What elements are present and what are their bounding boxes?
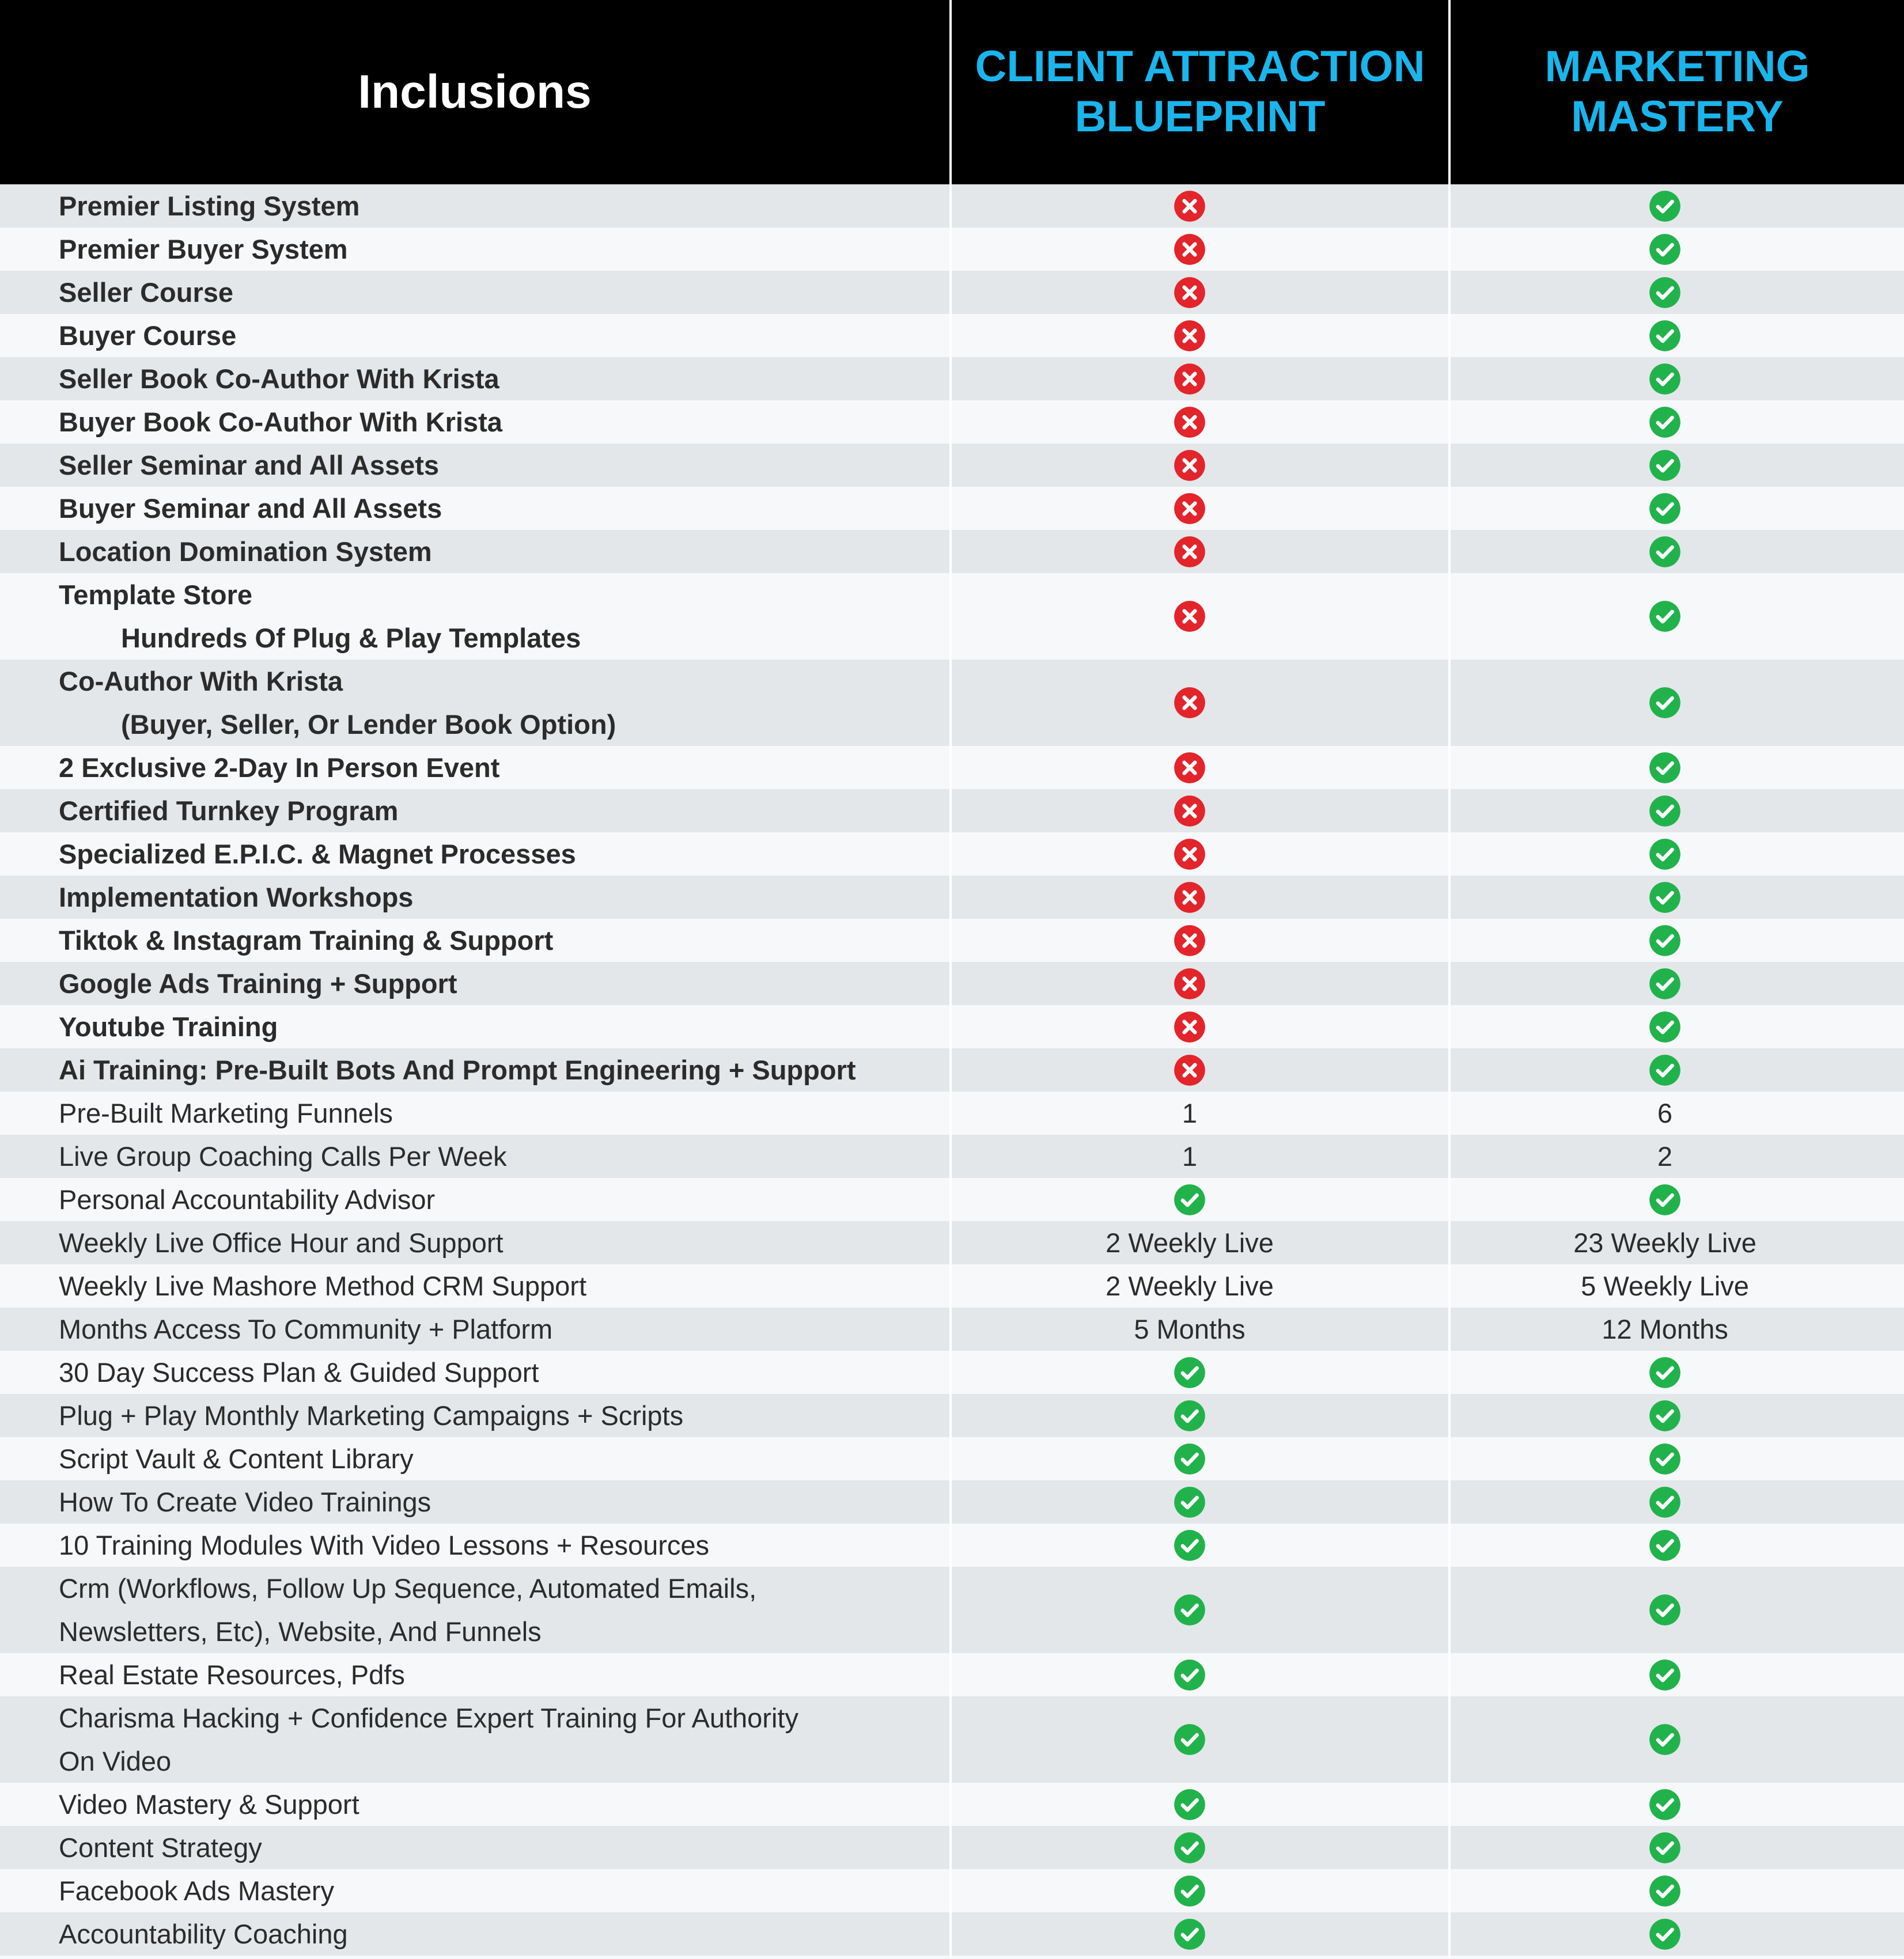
- value-text: 5 Weekly Live: [1581, 1271, 1749, 1301]
- marketing-mastery-value: [1451, 1480, 1879, 1524]
- check-icon: [1174, 1832, 1206, 1864]
- inclusion-title: Premier Listing System: [59, 191, 360, 221]
- table-row: [0, 1308, 1904, 1351]
- client-attraction-value: [952, 1567, 1428, 1653]
- inclusion-title: Seller Course: [59, 277, 234, 308]
- check-icon: [1649, 536, 1681, 568]
- inclusion-title: Buyer Course: [59, 320, 237, 351]
- inclusion-title: Weekly Live Mashore Method CRM Support: [59, 1271, 587, 1301]
- table-row: [0, 962, 1904, 1005]
- table-row: [0, 1437, 1904, 1480]
- client-attraction-value: [952, 919, 1428, 962]
- inclusion-label: [59, 444, 439, 487]
- inclusion-label: [59, 1264, 586, 1308]
- inclusion-label: [59, 1480, 431, 1524]
- value-text: 1: [1182, 1141, 1198, 1172]
- check-icon: [1649, 924, 1681, 957]
- inclusion-title: Youtube Training: [59, 1011, 278, 1042]
- cross-icon: [1174, 600, 1206, 632]
- table-row: [0, 1048, 1904, 1092]
- inclusion-label: [59, 1524, 709, 1567]
- inclusion-title: Google Ads Training + Support: [59, 968, 457, 999]
- inclusion-title: Weekly Live Office Hour and Support: [59, 1227, 504, 1258]
- client-attraction-value: [952, 487, 1428, 530]
- marketing-mastery-value: [1451, 1221, 1879, 1264]
- table-row: [0, 573, 1904, 660]
- check-icon: [1649, 838, 1681, 870]
- inclusion-title: Specialized E.P.I.C. & Magnet Processes: [59, 839, 576, 869]
- check-icon: [1649, 233, 1681, 266]
- inclusion-title: Content Strategy: [59, 1832, 262, 1863]
- inclusion-label: [59, 1221, 504, 1264]
- marketing-mastery-value: [1451, 789, 1879, 832]
- value-text: 5 Months: [1134, 1314, 1246, 1344]
- client-attraction-value: [952, 1480, 1428, 1524]
- table-row: [0, 228, 1904, 271]
- marketing-mastery-value: [1451, 919, 1879, 962]
- check-icon: [1649, 363, 1681, 395]
- check-icon: [1174, 1443, 1206, 1475]
- inclusion-label: [59, 1696, 798, 1783]
- check-icon: [1649, 1594, 1681, 1626]
- inclusion-detail: On Video: [59, 1746, 172, 1776]
- column-divider: [949, 0, 952, 1959]
- client-attraction-value: [952, 271, 1428, 314]
- inclusion-label: [59, 1826, 262, 1869]
- client-attraction-value: [952, 1178, 1428, 1221]
- inclusion-label: [59, 1135, 507, 1178]
- table-row: [0, 444, 1904, 487]
- value-text: 2 Weekly Live: [1106, 1227, 1274, 1258]
- table-row: [0, 746, 1904, 789]
- client-attraction-value: [952, 1005, 1428, 1048]
- inclusion-title: Seller Seminar and All Assets: [59, 450, 440, 480]
- value-text: 2: [1657, 1141, 1673, 1172]
- client-attraction-value: [952, 184, 1428, 228]
- inclusion-title: Template Store: [59, 579, 253, 610]
- check-icon: [1649, 1184, 1681, 1216]
- inclusion-label: [59, 357, 499, 400]
- inclusion-label: [59, 1308, 552, 1351]
- table-row: [0, 487, 1904, 530]
- check-icon: [1649, 406, 1681, 438]
- table-row: [0, 1264, 1904, 1308]
- cross-icon: [1174, 752, 1206, 784]
- table-row: [0, 184, 1904, 228]
- check-icon: [1649, 1400, 1681, 1432]
- marketing-mastery-value: [1451, 1394, 1879, 1437]
- client-attraction-value: [952, 789, 1428, 832]
- inclusion-label: [59, 271, 233, 314]
- client-attraction-value: [952, 530, 1428, 573]
- check-icon: [1649, 1875, 1681, 1907]
- header-marketing-mastery: MARKETING MASTERY: [1545, 42, 1810, 141]
- value-text: 2 Weekly Live: [1106, 1271, 1274, 1301]
- inclusion-label: [59, 1048, 856, 1092]
- marketing-mastery-value: [1451, 1524, 1879, 1567]
- check-icon: [1649, 1832, 1681, 1864]
- marketing-mastery-value: [1451, 1653, 1879, 1696]
- inclusion-label: [59, 314, 236, 357]
- marketing-mastery-value: [1451, 1178, 1879, 1221]
- inclusion-title: Plug + Play Monthly Marketing Campaigns + Scripts: [59, 1400, 684, 1431]
- table-row: [0, 1394, 1904, 1437]
- inclusion-detail: Newsletters, Etc), Website, And Funnels: [59, 1616, 542, 1647]
- inclusion-title: Script Vault & Content Library: [59, 1443, 414, 1474]
- marketing-mastery-value: [1451, 1826, 1879, 1869]
- table-row: [0, 832, 1904, 876]
- inclusion-label: [59, 1005, 278, 1048]
- inclusion-title: Live Group Coaching Calls Per Week: [59, 1141, 507, 1172]
- check-icon: [1174, 1723, 1206, 1756]
- inclusion-label: [59, 1912, 348, 1956]
- client-attraction-value: [952, 1308, 1428, 1351]
- table-row: [0, 789, 1904, 832]
- marketing-mastery-value: [1451, 876, 1879, 919]
- check-icon: [1649, 1486, 1681, 1518]
- inclusion-label: [59, 876, 413, 919]
- inclusion-title: Implementation Workshops: [59, 882, 414, 912]
- cross-icon: [1174, 363, 1206, 395]
- marketing-mastery-value: [1451, 660, 1879, 746]
- client-attraction-value: [952, 400, 1428, 444]
- table-row: [0, 1135, 1904, 1178]
- check-icon: [1649, 1054, 1681, 1086]
- cross-icon: [1174, 687, 1206, 719]
- cross-icon: [1174, 881, 1206, 914]
- client-attraction-value: [952, 660, 1428, 746]
- cross-icon: [1174, 233, 1206, 266]
- marketing-mastery-value: [1451, 184, 1879, 228]
- inclusion-title: Pre-Built Marketing Funnels: [59, 1098, 393, 1128]
- table-row: [0, 1826, 1904, 1869]
- inclusion-title: Seller Book Co-Author With Krista: [59, 363, 499, 394]
- table-row: [0, 530, 1904, 573]
- inclusion-label: [59, 1869, 334, 1912]
- client-attraction-value: [952, 1912, 1428, 1956]
- marketing-mastery-value: [1451, 1567, 1879, 1653]
- inclusion-label: [59, 1178, 435, 1221]
- inclusion-label: [59, 1567, 756, 1653]
- marketing-mastery-value: [1451, 1048, 1879, 1092]
- marketing-mastery-value: [1451, 357, 1879, 400]
- check-icon: [1649, 1356, 1681, 1389]
- check-icon: [1649, 968, 1681, 1000]
- marketing-mastery-value: [1451, 1092, 1879, 1135]
- client-attraction-value: [952, 228, 1428, 271]
- table-row: [0, 1178, 1904, 1221]
- table-row: [0, 660, 1904, 746]
- cross-icon: [1174, 406, 1206, 438]
- inclusion-title: Buyer Book Co-Author With Krista: [59, 407, 502, 437]
- inclusion-title: Video Mastery & Support: [59, 1789, 359, 1820]
- marketing-mastery-value: [1451, 1308, 1879, 1351]
- cross-icon: [1174, 492, 1206, 525]
- check-icon: [1174, 1486, 1206, 1518]
- check-icon: [1649, 190, 1681, 222]
- table-row: [0, 1696, 1904, 1783]
- value-text: 23 Weekly Live: [1573, 1227, 1757, 1258]
- client-attraction-value: [952, 1221, 1428, 1264]
- marketing-mastery-value: [1451, 228, 1879, 271]
- table-row: [0, 1524, 1904, 1567]
- inclusion-title: Location Domination System: [59, 536, 432, 567]
- marketing-mastery-value: [1451, 1869, 1879, 1912]
- table-header: [0, 0, 1904, 184]
- check-icon: [1649, 1723, 1681, 1756]
- inclusion-label: [59, 919, 553, 962]
- client-attraction-value: [952, 962, 1428, 1005]
- inclusion-label: [59, 184, 359, 228]
- inclusion-label: [59, 228, 348, 271]
- inclusion-detail: (Buyer, Seller, Or Lender Book Option): [121, 709, 616, 740]
- table-row: [0, 1005, 1904, 1048]
- check-icon: [1649, 320, 1681, 352]
- check-icon: [1649, 600, 1681, 632]
- check-icon: [1174, 1875, 1206, 1907]
- inclusion-label: [59, 1437, 414, 1480]
- inclusion-title: Premier Buyer System: [59, 234, 348, 264]
- cross-icon: [1174, 320, 1206, 352]
- inclusion-label: [59, 487, 442, 530]
- client-attraction-value: [952, 1135, 1428, 1178]
- client-attraction-value: [952, 1048, 1428, 1092]
- marketing-mastery-value: [1451, 832, 1879, 876]
- marketing-mastery-value: [1451, 1264, 1879, 1308]
- marketing-mastery-value: [1451, 1783, 1879, 1826]
- check-icon: [1649, 1011, 1681, 1043]
- value-text: 12 Months: [1602, 1314, 1728, 1344]
- cross-icon: [1174, 449, 1206, 482]
- client-attraction-value: [952, 357, 1428, 400]
- inclusion-label: [59, 832, 576, 876]
- check-icon: [1649, 276, 1681, 309]
- table-row: [0, 1092, 1904, 1135]
- inclusion-title: Real Estate Resources, Pdfs: [59, 1659, 405, 1690]
- header-client-attraction-blueprint: CLIENT ATTRACTION BLUEPRINT: [975, 42, 1425, 141]
- value-text: 6: [1657, 1098, 1673, 1128]
- table-row: [0, 1653, 1904, 1696]
- inclusion-label: [59, 1653, 405, 1696]
- inclusion-title: Charisma Hacking + Confidence Expert Training For Authority: [59, 1703, 798, 1733]
- marketing-mastery-value: [1451, 746, 1879, 789]
- inclusion-detail: Hundreds Of Plug & Play Templates: [121, 623, 581, 653]
- table-row: [0, 1567, 1904, 1653]
- client-attraction-value: [952, 1092, 1428, 1135]
- inclusion-title: 10 Training Modules With Video Lessons + Resources: [59, 1530, 710, 1560]
- header-inclusions: Inclusions: [358, 66, 592, 118]
- table-row: [0, 1480, 1904, 1524]
- client-attraction-value: [952, 1783, 1428, 1826]
- check-icon: [1649, 881, 1681, 914]
- check-icon: [1649, 1529, 1681, 1562]
- check-icon: [1174, 1789, 1206, 1821]
- client-attraction-value: [952, 832, 1428, 876]
- marketing-mastery-value: [1451, 1696, 1879, 1783]
- inclusion-label: [59, 1351, 539, 1394]
- inclusion-label: [59, 660, 616, 746]
- client-attraction-value: [952, 1696, 1428, 1783]
- client-attraction-value: [952, 1653, 1428, 1696]
- inclusion-label: [59, 400, 502, 444]
- marketing-mastery-value: [1451, 444, 1879, 487]
- inclusion-title: Co-Author With Krista: [59, 666, 343, 696]
- marketing-mastery-value: [1451, 400, 1879, 444]
- check-icon: [1174, 1594, 1206, 1626]
- table-row: [0, 1912, 1904, 1956]
- cross-icon: [1174, 190, 1206, 222]
- inclusion-label: [59, 1092, 393, 1135]
- inclusion-label: [59, 962, 457, 1005]
- client-attraction-value: [952, 573, 1428, 660]
- inclusion-title: Facebook Ads Mastery: [59, 1875, 335, 1906]
- inclusion-title: Ai Training: Pre-Built Bots And Prompt Engineering + Support: [59, 1055, 856, 1085]
- inclusion-title: 2 Exclusive 2-Day In Person Event: [59, 752, 500, 783]
- check-icon: [1649, 492, 1681, 525]
- table-row: [0, 919, 1904, 962]
- table-row: [0, 357, 1904, 400]
- inclusion-title: Accountability Coaching: [59, 1919, 348, 1949]
- inclusion-label: [59, 530, 432, 573]
- table-row: [0, 1351, 1904, 1394]
- inclusion-title: Buyer Seminar and All Assets: [59, 493, 442, 524]
- client-attraction-value: [952, 444, 1428, 487]
- table-row: [0, 314, 1904, 357]
- check-icon: [1174, 1918, 1206, 1950]
- marketing-mastery-value: [1451, 314, 1879, 357]
- check-icon: [1649, 1789, 1681, 1821]
- check-icon: [1174, 1356, 1206, 1389]
- client-attraction-value: [952, 1351, 1428, 1394]
- client-attraction-value: [952, 1826, 1428, 1869]
- marketing-mastery-value: [1451, 530, 1879, 573]
- marketing-mastery-value: [1451, 1351, 1879, 1394]
- marketing-mastery-value: [1451, 487, 1879, 530]
- marketing-mastery-value: [1451, 1135, 1879, 1178]
- value-text: 1: [1182, 1098, 1198, 1128]
- client-attraction-value: [952, 876, 1428, 919]
- client-attraction-value: [952, 1869, 1428, 1912]
- check-icon: [1649, 1443, 1681, 1475]
- inclusion-title: Months Access To Community + Platform: [59, 1314, 553, 1344]
- inclusion-label: [59, 1783, 359, 1826]
- check-icon: [1649, 687, 1681, 719]
- table-row: [0, 1783, 1904, 1826]
- cross-icon: [1174, 968, 1206, 1000]
- inclusion-title: 30 Day Success Plan & Guided Support: [59, 1357, 539, 1388]
- check-icon: [1649, 1659, 1681, 1691]
- check-icon: [1649, 1918, 1681, 1950]
- inclusion-label: [59, 789, 398, 832]
- check-icon: [1649, 449, 1681, 482]
- client-attraction-value: [952, 1524, 1428, 1567]
- cross-icon: [1174, 838, 1206, 870]
- table-row: [0, 876, 1904, 919]
- marketing-mastery-value: [1451, 1437, 1879, 1480]
- check-icon: [1174, 1659, 1206, 1691]
- marketing-mastery-value: [1451, 1912, 1879, 1956]
- cross-icon: [1174, 276, 1206, 309]
- inclusion-title: How To Create Video Trainings: [59, 1487, 431, 1517]
- client-attraction-value: [952, 314, 1428, 357]
- client-attraction-value: [952, 1394, 1428, 1437]
- inclusion-title: Tiktok & Instagram Training & Support: [59, 925, 554, 956]
- check-icon: [1649, 795, 1681, 827]
- check-icon: [1174, 1400, 1206, 1432]
- cross-icon: [1174, 795, 1206, 827]
- check-icon: [1649, 752, 1681, 784]
- cross-icon: [1174, 924, 1206, 957]
- client-attraction-value: [952, 1264, 1428, 1308]
- client-attraction-value: [952, 746, 1428, 789]
- table-row: [0, 1221, 1904, 1264]
- inclusion-title: Personal Accountability Advisor: [59, 1184, 436, 1215]
- marketing-mastery-value: [1451, 1005, 1879, 1048]
- marketing-mastery-value: [1451, 573, 1879, 660]
- cross-icon: [1174, 1011, 1206, 1043]
- column-divider: [1448, 0, 1451, 1959]
- inclusion-label: [59, 1394, 683, 1437]
- table-row: [0, 271, 1904, 314]
- inclusion-label: [59, 746, 499, 789]
- marketing-mastery-value: [1451, 271, 1879, 314]
- table-row: [0, 1869, 1904, 1912]
- inclusion-title: Crm (Workflows, Follow Up Sequence, Automated Emails,: [59, 1573, 757, 1604]
- check-icon: [1174, 1529, 1206, 1562]
- cross-icon: [1174, 536, 1206, 568]
- inclusion-title: Certified Turnkey Program: [59, 795, 399, 826]
- table-row: [0, 400, 1904, 444]
- check-icon: [1174, 1184, 1206, 1216]
- inclusion-label: [59, 573, 581, 660]
- client-attraction-value: [952, 1437, 1428, 1480]
- cross-icon: [1174, 1054, 1206, 1086]
- marketing-mastery-value: [1451, 962, 1879, 1005]
